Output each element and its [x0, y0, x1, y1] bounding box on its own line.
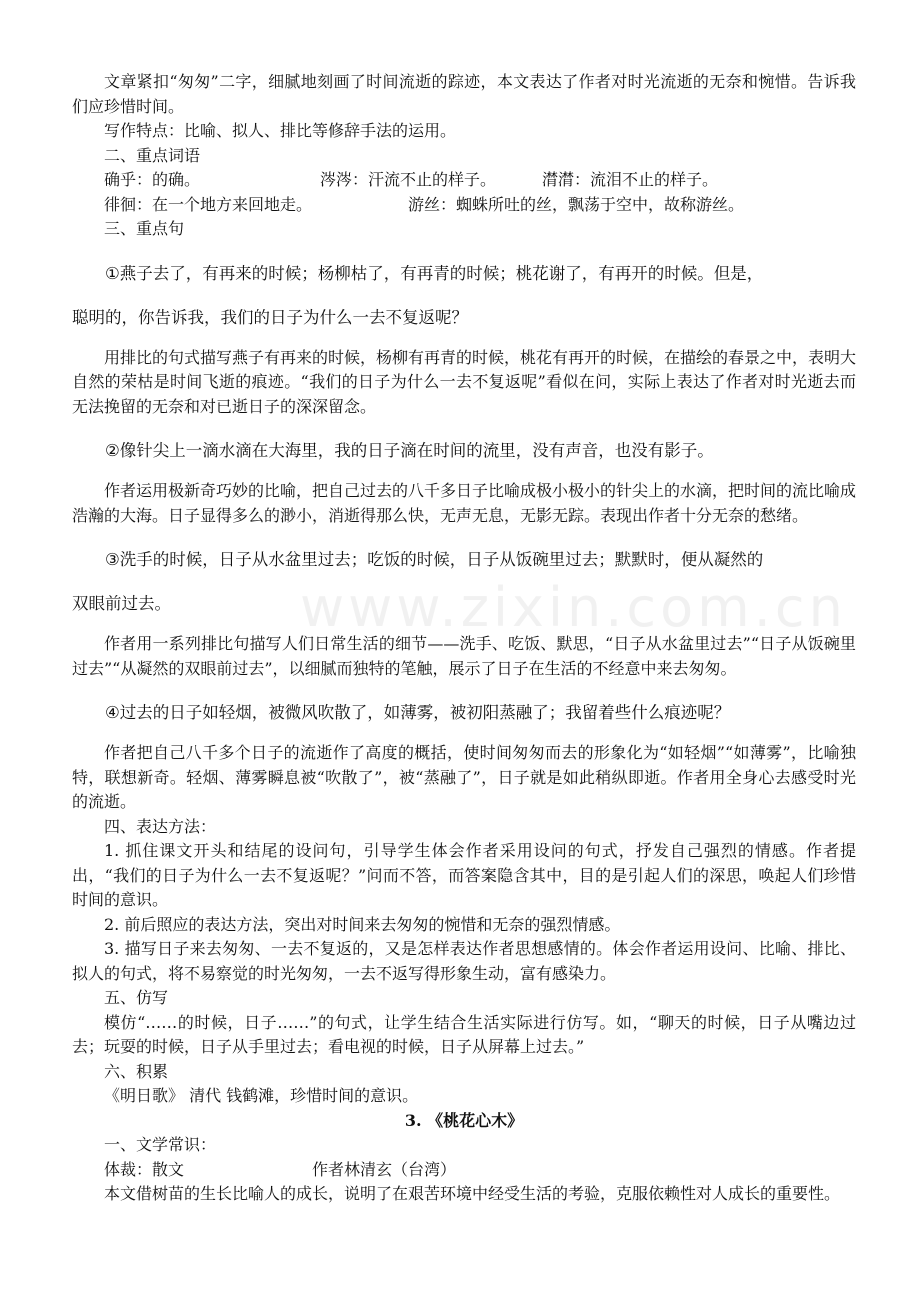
key-words-row-2	[72, 193, 856, 218]
section-title-accumulation: 六、积累	[104, 1061, 169, 1081]
word-definition: 涔涔：汗流不止的样子。	[320, 170, 497, 189]
word-definition: 确乎：的确。	[104, 170, 201, 189]
genre-author-row	[72, 1158, 856, 1183]
key-sentence-4: ④过去的日子如轻烟，被微风吹散了，如薄雾，被初阳蒸融了；我留着些什么痕迹呢？	[105, 703, 731, 722]
key-words-row-1	[72, 168, 856, 193]
sentence-analysis-3: 作者用一系列排比句描写人们日常生活的细节——洗手、吃饭、默思，“日子从水盆里过去”“日子从饭碗里过去”“从凝然的双眼前过去”，以细腻而独特的笔触，展示了日子在生活的不经意中来去匆匆。	[72, 634, 856, 678]
imitation-paragraph: 模仿“……的时候，日子……”的句式，让学生结合生活实际进行仿写。如，“聊天的时候，日子从嘴边过去；玩耍的时候，日子从手里过去；看电视的时候，日子从屏幕上过去。”	[72, 1012, 856, 1056]
method-item-1: 1. 抓住课文开头和结尾的设问句，引导学生体会作者采用设问的句式，抒发自己强烈的情感。作者提出，“我们的日子为什么一去不复返呢？”问而不答，而答案隐含其中，目的是引起人们的深思，唤起人们珍惜时间的意识。	[72, 841, 856, 909]
watermark: www.zixin.com.cn	[300, 576, 847, 639]
key-sentence-3-continued: 双眼前过去。	[72, 594, 171, 613]
method-item-3: 3. 描写日子来去匆匆、一去不复返的，又是怎样表达作者思想感情的。体会作者运用设问、比喻、排比、拟人的句式，将不易察觉的时光匆匆，一去不返写得形象生动，富有感染力。	[72, 939, 856, 983]
lesson-3-title: 3. 《桃花心木》	[404, 1110, 524, 1130]
intro-paragraph: 文章紧扣“匆匆”二字，细腻地刻画了时间流逝的踪迹，本文表达了作者对时光流逝的无奈和惋惜。告诉我们应珍惜时间。	[72, 72, 856, 116]
section-title-literary-knowledge: 一、文学常识：	[104, 1135, 217, 1154]
sentence-analysis-1: 用排比的句式描写燕子有再来的时候，杨柳有再青的时候，桃花有再开的时候，在描绘的春景之中，表明大自然的荣枯是时间飞逝的痕迹。“我们的日子为什么一去不复返呢”看似在问，实际上表达了作者对时光逝去而无法挽留的无奈和对已逝日子的深深留念。	[72, 347, 857, 416]
section-title-expression: 四、表达方法：	[104, 816, 217, 836]
word-definition: 潸潸：流泪不止的样子。	[542, 170, 719, 189]
genre-label: 体裁：散文	[104, 1159, 185, 1179]
section-title-imitation: 五、仿写	[104, 988, 169, 1007]
accumulation-line: 《明日歌》 清代 钱鹤滩，珍惜时间的意识。	[104, 1086, 419, 1105]
section-title-key-sentences: 三、重点句	[104, 219, 185, 238]
word-definition: 徘徊：在一个地方来回地走。	[104, 194, 313, 214]
sentence-analysis-4: 作者把自己八千多个日子的流逝作了高度的概括，使时间匆匆而去的形象化为“如轻烟”“如薄雾”，比喻独特，联想新奇。轻烟、薄雾瞬息被“吹散了”，被“蒸融了”，日子就是如此稍纵即逝。作者用全身心去感受时光的流逝。	[72, 743, 856, 811]
author-label: 作者林清玄（台湾）	[312, 1159, 457, 1179]
writing-feature: 写作特点：比喻、拟人、排比等修辞手法的运用。	[104, 121, 457, 140]
lesson-3-summary: 本文借树苗的生长比喻人的成长，说明了在艰苦环境中经受生活的考验，克服依赖性对人成长的重要性。	[104, 1184, 841, 1203]
key-sentence-1: ①燕子去了，有再来的时候；杨柳枯了，有再青的时候；桃花谢了，有再开的时候。但是，	[105, 263, 764, 283]
word-definition: 游丝：蜘蛛所吐的丝，飘荡于空中，故称游丝。	[408, 194, 745, 214]
method-item-2: 2. 前后照应的表达方法，突出对时间来去匆匆的惋惜和无奈的强烈情感。	[104, 914, 621, 934]
key-sentence-1-continued: 聪明的，你告诉我，我们的日子为什么一去不复返呢？	[72, 307, 468, 327]
section-title-key-words: 二、重点词语	[104, 145, 201, 165]
key-sentence-2: ②像针尖上一滴水滴在大海里，我的日子滴在时间的流里，没有声音，也没有影子。	[105, 441, 714, 460]
key-sentence-3: ③洗手的时候，日子从水盆里过去；吃饭的时候，日子从饭碗里过去；默默时，便从凝然的	[105, 550, 764, 569]
document-content	[72, 70, 856, 1207]
sentence-analysis-2: 作者运用极新奇巧妙的比喻，把自己过去的八千多日子比喻成极小极小的针尖上的水滴，把时间的流比喻成浩瀚的大海。日子显得多么的渺小，消逝得那么快，无声无息，无影无踪。表现出作者十分无奈的愁绪。	[72, 481, 857, 525]
